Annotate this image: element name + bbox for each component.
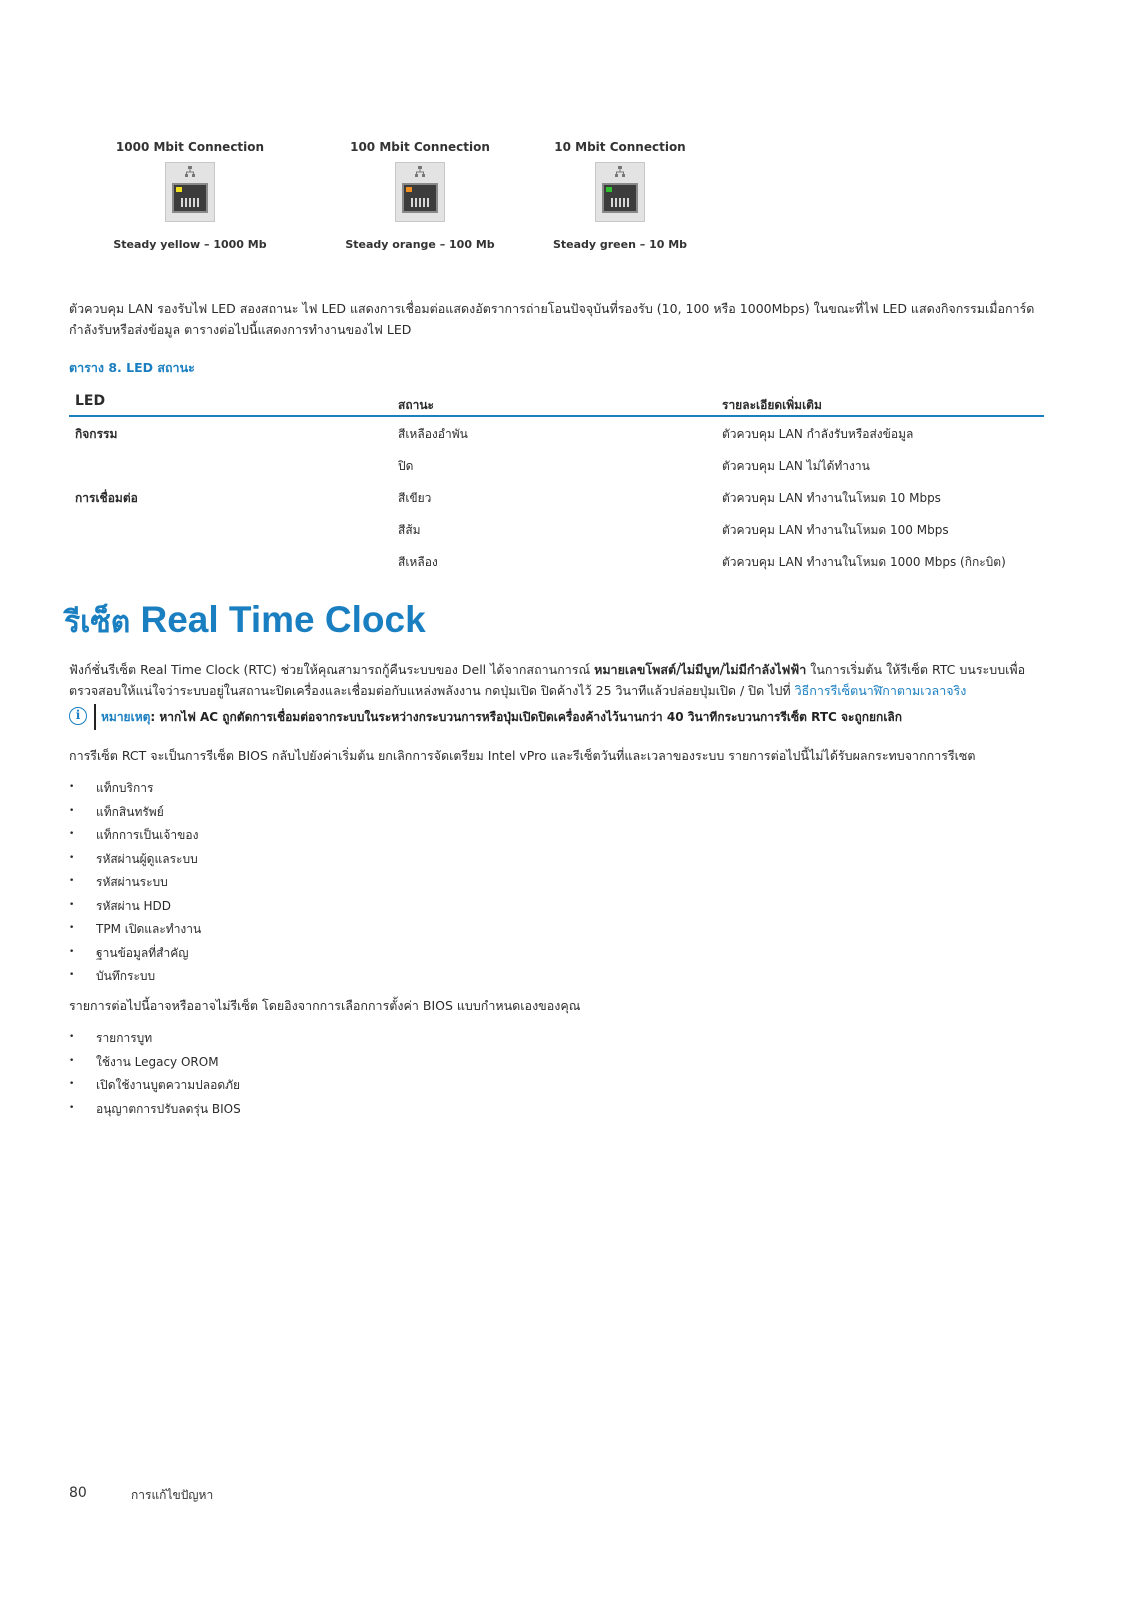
conditional-reset-paragraph: รายการต่อไปนี้อาจหรืออาจไม่รีเซ็ต โดยอิงจากการเลือกการตั้งค่า BIOS แบบกำหนดเองของคุณ — [69, 998, 581, 1013]
list-item: • รหัสผ่านผู้ดูแลระบบ — [69, 850, 201, 874]
list-item: • แท็กการเป็นเจ้าของ — [69, 826, 201, 850]
header-detail: รายละเอียดเพิ่มเติม — [722, 398, 822, 412]
cell-led: การเชื่อมต่อ — [75, 491, 138, 505]
heading-en: Real Time Clock — [140, 599, 426, 640]
intro-paragraph: ตัวควบคุม LAN รองรับไฟ LED สองสถานะ ไฟ LED แสดงการเชื่อมต่อแสดงอัตราการถ่ายโอนปัจจุบันที่รองรับ (10, 100 หรือ 1000Mbps) ในขณะที่ไฟ LED แสดงกิจกรรมเมื่อการ์ดกำลังรับหรือส่งข้อมูล ตารางต่อไปนี้แสดงการทำงานของไฟ LED — [69, 301, 1035, 337]
page-number: 80 — [69, 1485, 87, 1501]
unaffected-items-list — [69, 779, 201, 991]
p1-text: ฟังก์ชั่นรีเซ็ต Real Time Clock (RTC) ช่วยให้คุณสามารถกู้คืนระบบของ Dell ได้จากสถานการณ์ — [69, 662, 595, 677]
footer-label: การแก้ไขปัญหา — [131, 1488, 214, 1502]
list-item: • TPM เปิดและทำงาน — [69, 920, 201, 944]
list-item: • รหัสผ่าน HDD — [69, 897, 201, 921]
network-icon — [184, 166, 196, 178]
list-item: • เปิดใช้งานบูตความปลอดภัย — [69, 1076, 241, 1100]
cell-status: สีเหลือง — [398, 555, 438, 569]
list-item: • แท็กบริการ — [69, 779, 201, 803]
connection-caption: Steady green – 10 Mb — [552, 238, 688, 251]
table-row — [69, 481, 1044, 513]
cell-status: สีส้ม — [398, 523, 421, 537]
connection-caption: Steady yellow – 1000 Mb — [113, 238, 267, 251]
led-indicator — [176, 187, 182, 192]
led-indicator — [406, 187, 412, 192]
connection-title: 1000 Mbit Connection — [115, 140, 265, 154]
header-led: LED — [75, 393, 106, 409]
led-status-table — [69, 391, 1044, 577]
note-label: หมายเหตุ — [101, 710, 151, 724]
cell-detail: ตัวควบคุม LAN ทำงานในโหมด 100 Mbps — [722, 523, 949, 537]
table-header — [69, 391, 1044, 417]
list-item: • รหัสผ่านระบบ — [69, 873, 201, 897]
network-icon — [414, 166, 426, 178]
note-divider — [94, 704, 96, 730]
p1-bold-text: หมายเลขโพสต์/ไม่มีบูท/ไม่มีกำลังไฟฟ้า — [594, 662, 807, 677]
cell-led: กิจกรรม — [75, 427, 118, 441]
cell-detail: ตัวควบคุม LAN กำลังรับหรือส่งข้อมูล — [722, 427, 914, 441]
rtc-reset-link[interactable]: วิธีการรีเซ็ตนาฬิกาตามเวลาจริง — [794, 683, 967, 698]
lan-connection-figure — [90, 140, 710, 270]
list-item: • รายการบูท — [69, 1029, 241, 1053]
ethernet-port-icon — [595, 162, 645, 222]
connection-title: 10 Mbit Connection — [554, 140, 686, 154]
list-item: • แท็กสินทรัพย์ — [69, 803, 201, 827]
note-box — [69, 706, 1059, 730]
cell-detail: ตัวควบคุม LAN ไม่ได้ทำงาน — [722, 459, 870, 473]
note-body: : หากไฟ AC ถูกตัดการเชื่อมต่อจากระบบในระหว่างกระบวนการหรือปุ่มเปิดปิดเครื่องค้างไว้นานกว่า 40 วินาทีกระบวนการรีเซ็ต RTC จะถูกยกเลิก — [150, 710, 903, 724]
led-indicator — [606, 187, 612, 192]
note-text — [101, 708, 902, 727]
header-status: สถานะ — [398, 398, 434, 412]
connection-1000 — [90, 140, 290, 251]
connection-caption: Steady orange – 100 Mb — [345, 238, 495, 251]
jack — [602, 183, 638, 213]
network-icon — [614, 166, 626, 178]
table-row — [69, 513, 1044, 545]
table-row — [69, 449, 1044, 481]
cell-status: สีเขียว — [398, 491, 432, 505]
cell-detail: ตัวควบคุม LAN ทำงานในโหมด 10 Mbps — [722, 491, 941, 505]
ethernet-port-icon — [165, 162, 215, 222]
ethernet-port-icon — [395, 162, 445, 222]
table-row — [69, 417, 1044, 449]
cell-status: สีเหลืองอำพัน — [398, 427, 468, 441]
info-icon: i — [69, 707, 87, 725]
cell-status: ปิด — [398, 459, 414, 473]
table-row — [69, 545, 1044, 577]
list-item: • บันทึกระบบ — [69, 967, 201, 991]
connection-10 — [520, 140, 720, 251]
conditional-items-list — [69, 1029, 241, 1123]
list-item: • อนุญาตการปรับลดรุ่น BIOS — [69, 1100, 241, 1124]
cell-detail: ตัวควบคุม LAN ทำงานในโหมด 1000 Mbps (กิกะบิต) — [722, 555, 1006, 569]
rtc-description-paragraph — [69, 659, 1054, 701]
jack — [402, 183, 438, 213]
list-item: • ใช้งาน Legacy OROM — [69, 1053, 241, 1077]
p1-text-2: ในการเริ่มต้น ให้รีเซ็ต RTC บนระบบเพื่อตรวจสอบให้แน่ใจว่าระบบอยู่ในสถานะปิดเครื่องและเชื่อมต่อกับแหล่งพลังงาน กดปุ่มเปิด ปิดค้างไว้ 25 วินาทีแล้วปล่อยปุ่มเปิด / ปิด ไปที่ — [69, 662, 1026, 698]
list-item: • ฐานข้อมูลที่สำคัญ — [69, 944, 201, 968]
connection-100 — [320, 140, 520, 251]
section-heading — [64, 599, 426, 646]
heading-thai: รีเซ็ต — [64, 606, 131, 639]
connection-title: 100 Mbit Connection — [350, 140, 490, 154]
jack — [172, 183, 208, 213]
table-caption: ตาราง 8. LED สถานะ — [69, 360, 195, 375]
reset-effect-paragraph: การรีเซ็ต RCT จะเป็นการรีเซ็ต BIOS กลับไปยังค่าเริ่มต้น ยกเลิกการจัดเตรียม Intel vPro และรีเซ็ตวันที่และเวลาของระบบ รายการต่อไปนี้ไม่ได้รับผลกระทบจากการรีเซต — [69, 748, 976, 763]
